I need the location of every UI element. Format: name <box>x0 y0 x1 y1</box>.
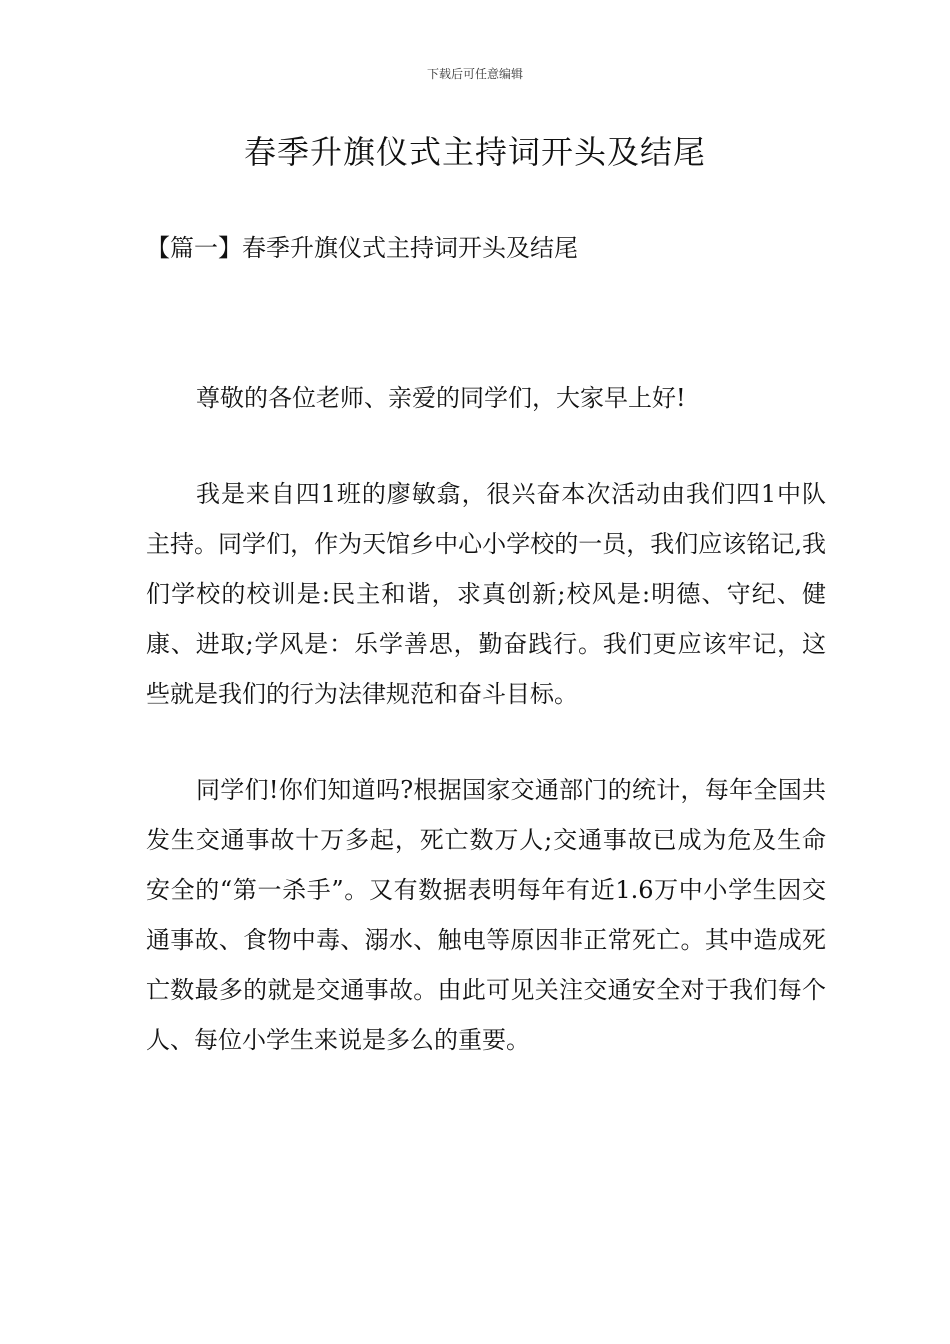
paragraph-traffic-safety: 同学们!你们知道吗?根据国家交通部门的统计，每年全国共发生交通事故十万多起，死亡数万人;交通事故已成为危及生命安全的“第一杀手”。又有数据表明每年有近1.6万中小学生因交通事故、食物中毒、溺水、触电等原因非正常死亡。其中造成死亡数最多的就是交通事故。由此可见关注交通安全对于我们每个人、每位小学生来说是多么的重要。 <box>146 776 826 1054</box>
page-title: 春季升旗仪式主持词开头及结尾 <box>243 133 706 171</box>
section-heading: 【篇一】春季升旗仪式主持词开头及结尾 <box>146 234 578 262</box>
document-body <box>146 373 826 1111</box>
paragraph-introduction: 我是来自四1班的廖敏翕，很兴奋本次活动由我们四1中队主持。同学们，作为天馆乡中心小学校的一员，我们应该铭记,我们学校的校训是:民主和谐，求真创新;校风是:明德、守纪、健康、进取;学风是：乐学善思，勤奋践行。我们更应该牢记，这些就是我们的行为法律规范和奋斗目标。 <box>146 480 826 708</box>
header-note: 下载后可任意编辑 <box>426 67 523 81</box>
paragraph-greeting: 尊敬的各位老师、亲爱的同学们，大家早上好! <box>196 384 686 412</box>
